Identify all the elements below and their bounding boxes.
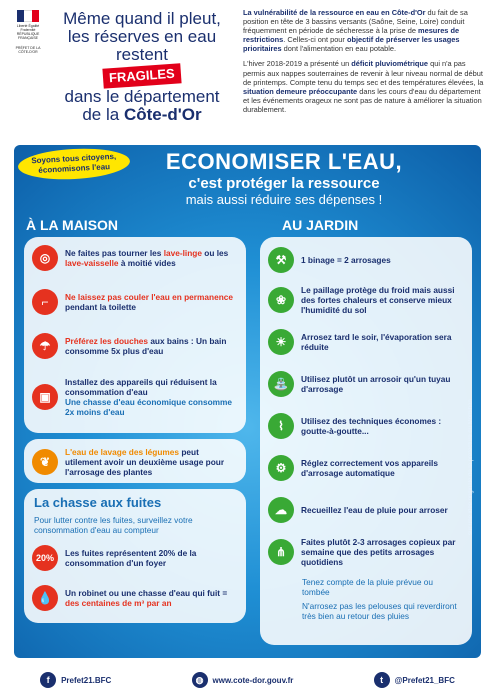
headline (52, 10, 232, 124)
globe-icon: ◍ (192, 672, 208, 688)
text-span: peut utilement avoir un deuxième usage pour l'arrosage des plantes (65, 447, 225, 477)
list-item (268, 371, 466, 397)
faucet-icon: ⌐ (32, 289, 58, 315)
website-link[interactable] (192, 672, 294, 688)
watering-can-icon: ⛲ (268, 371, 294, 397)
list-item (268, 413, 466, 439)
item-text (65, 588, 238, 608)
intro-bold: déficit pluviométrique (351, 59, 429, 69)
vegetables-icon: ❦ (32, 449, 58, 475)
text-span: Ne laissez pas couler l'eau en permanence (65, 292, 233, 302)
item-text (65, 292, 238, 312)
twitter-icon: t (374, 672, 390, 688)
jardin-note-1: Tenez compte de la pluie prévue ou tombée (302, 577, 433, 597)
list-item (32, 333, 238, 359)
item-text: Utilisez des techniques économes : goutte-à-goutte... (301, 416, 442, 436)
grass-icon: ⋔ (268, 539, 294, 565)
maison-panel (24, 237, 246, 433)
credit-text: sur une idée originale de la préfecture du Morbihan (468, 399, 474, 535)
list-item (32, 545, 238, 571)
item-text (65, 336, 238, 356)
intro-paragraph-1 (243, 8, 488, 53)
text-span: aux bains : Un bain consomme 5x plus d'eau (65, 336, 227, 356)
fuites-panel (24, 489, 246, 623)
badge-line: Soyons tous citoyens, (31, 151, 117, 166)
intro-text-span: . Celles-ci ont pour (283, 35, 347, 45)
list-item (268, 537, 466, 567)
logo-prefet: PRÉFET DE LA CÔTE-D'OR (15, 46, 41, 54)
item-text: 1 binage = 2 arrosages (301, 255, 391, 265)
logo-motto: Liberté Égalité Fraternité RÉPUBLIQUE FRANÇAISE (16, 24, 40, 40)
headline-text: de la (82, 105, 124, 124)
item-text: Recueillez l'eau de pluie pour arroser (301, 505, 448, 515)
text-span: pendant la toilette (65, 302, 136, 312)
fuites-title: La chasse aux fuites (34, 495, 162, 510)
prefecture-logo (12, 8, 44, 56)
item-text (65, 447, 238, 477)
toilet-icon: ▣ (32, 384, 58, 410)
list-item (32, 245, 238, 271)
item-subtext: Une chasse d'eau économique consomme 2x moins d'eau (65, 397, 233, 417)
intro-text-span: qui n'a pas permis aux nappes souterraines de revenir à leur niveau normal de début de printemps. Compte tenu du temps sec et des températures élevées, la (243, 59, 484, 87)
headline-line: restent (116, 45, 168, 64)
fragile-stamp: FRAGILES (103, 63, 182, 88)
facebook-label: Prefet21.BFC (61, 675, 112, 685)
item-text: Arrosez tard le soir, l'évaporation sera réduite (301, 332, 452, 352)
gear-icon: ⚙ (268, 455, 294, 481)
twitter-link[interactable] (374, 672, 455, 688)
text-span: des centaines de m³ par an (65, 598, 172, 608)
intro-text-span: dont l'alimentation en eau potable. (281, 44, 397, 54)
item-text (65, 248, 238, 268)
maison-title: À LA MAISON (26, 217, 119, 233)
list-item (32, 289, 238, 315)
list-item (268, 497, 466, 523)
intro-text-span: du fait de sa position en tête de 3 bassins versants (Saône, Seine, Loire) conduit fréquemment en période de sécheresse à la prise de (243, 8, 468, 36)
text-span: à moitié vides (118, 258, 176, 268)
intro-text-span: dans les cours d'eau du département et les événements orageux ne sont pas de nature à améliorer la situation durablement. (243, 86, 482, 114)
item-text: Utilisez plutôt un arrosoir qu'un tuyau d'arrosage (301, 374, 451, 394)
intro-text (243, 8, 488, 120)
headline-line: Même quand il pleut, (63, 9, 221, 28)
intro-bold: La vulnérabilité de la ressource en eau en Côte-d'Or (243, 8, 426, 17)
intro-paragraph-2 (243, 59, 488, 114)
intro-bold: objectif de préserver les usages prioritaires (243, 35, 460, 54)
item-text: Le paillage protège du froid mais aussi des fortes chaleurs et conserve mieux l'humidité du sol (301, 285, 455, 315)
intro-bold: situation demeure préoccupante (243, 86, 358, 96)
hoe-icon: ⚒ (268, 247, 294, 273)
intro-bold: mesures de restrictions (243, 26, 460, 45)
jardin-note-2: N'arrosez pas les pelouses qui reverdiront très bien au retour des pluies (302, 601, 457, 621)
facebook-icon: f (40, 672, 56, 688)
text-span: Un robinet ou une chasse d'eau qui fuit = (65, 588, 228, 598)
list-item (268, 329, 466, 355)
mulch-icon: ❀ (268, 287, 294, 313)
item-text: Réglez correctement vos appareils d'arrosage automatique (301, 458, 438, 478)
headline-line (52, 106, 232, 124)
list-item (32, 377, 238, 417)
header-section (0, 0, 495, 140)
jardin-panel (260, 237, 472, 645)
text-span: lave-linge (163, 248, 202, 258)
washing-machine-icon: ◎ (32, 245, 58, 271)
text-span: L'eau de lavage des légumes (65, 447, 180, 457)
jardin-title: AU JARDIN (282, 217, 359, 233)
intro-text-span: L'hiver 2018-2019 a présenté un (243, 59, 352, 69)
fuites-intro: Pour lutter contre les fuites, surveillez votre consommation d'eau au compteur (34, 515, 193, 535)
poster (14, 145, 481, 658)
item-text (65, 377, 238, 417)
sunset-icon: ☀ (268, 329, 294, 355)
legumes-panel (24, 439, 246, 483)
drops-icon: 💧 (32, 585, 58, 611)
text-span: ou les (201, 248, 229, 258)
text-span: Installez des appareils qui réduisent la consommation d'eau (65, 377, 217, 397)
text-span: lave-vaisselle (65, 258, 119, 268)
title-line-2: c'est protéger la ressource (188, 175, 380, 192)
item-text: Faites plutôt 2-3 arrosages copieux par semaine que des petits arrosages quotidiens (301, 537, 456, 567)
badge-line: économisons l'eau (38, 162, 111, 175)
list-item (32, 447, 238, 477)
list-item (268, 285, 466, 315)
rain-icon: ☁ (268, 497, 294, 523)
title-line-1: ECONOMISER L'EAU, (165, 149, 403, 174)
headline-dept: Côte-d'Or (123, 105, 202, 124)
text-span: Préférez les douches (65, 336, 149, 346)
headline-line: dans le département (64, 87, 220, 106)
facebook-link[interactable] (40, 672, 111, 688)
footer (0, 660, 495, 700)
percent-badge: 20% (32, 545, 58, 571)
poster-title (134, 149, 434, 207)
list-item (268, 247, 466, 273)
item-text: Les fuites représentent 20% de la consommation d'un foyer (65, 548, 197, 568)
shower-icon: ☂ (32, 333, 58, 359)
list-item (268, 455, 466, 481)
flag-icon (17, 10, 39, 22)
twitter-label: @Prefet21_BFC (394, 675, 455, 685)
text-span: Ne faites pas tourner les (65, 248, 164, 258)
title-line-3: mais aussi réduire ses dépenses ! (185, 192, 383, 207)
drip-icon: ⌇ (268, 413, 294, 439)
list-item (32, 585, 238, 611)
headline-line: les réserves en eau (67, 27, 217, 46)
website-label: www.cote-dor.gouv.fr (212, 675, 294, 685)
citizen-badge (17, 146, 130, 182)
